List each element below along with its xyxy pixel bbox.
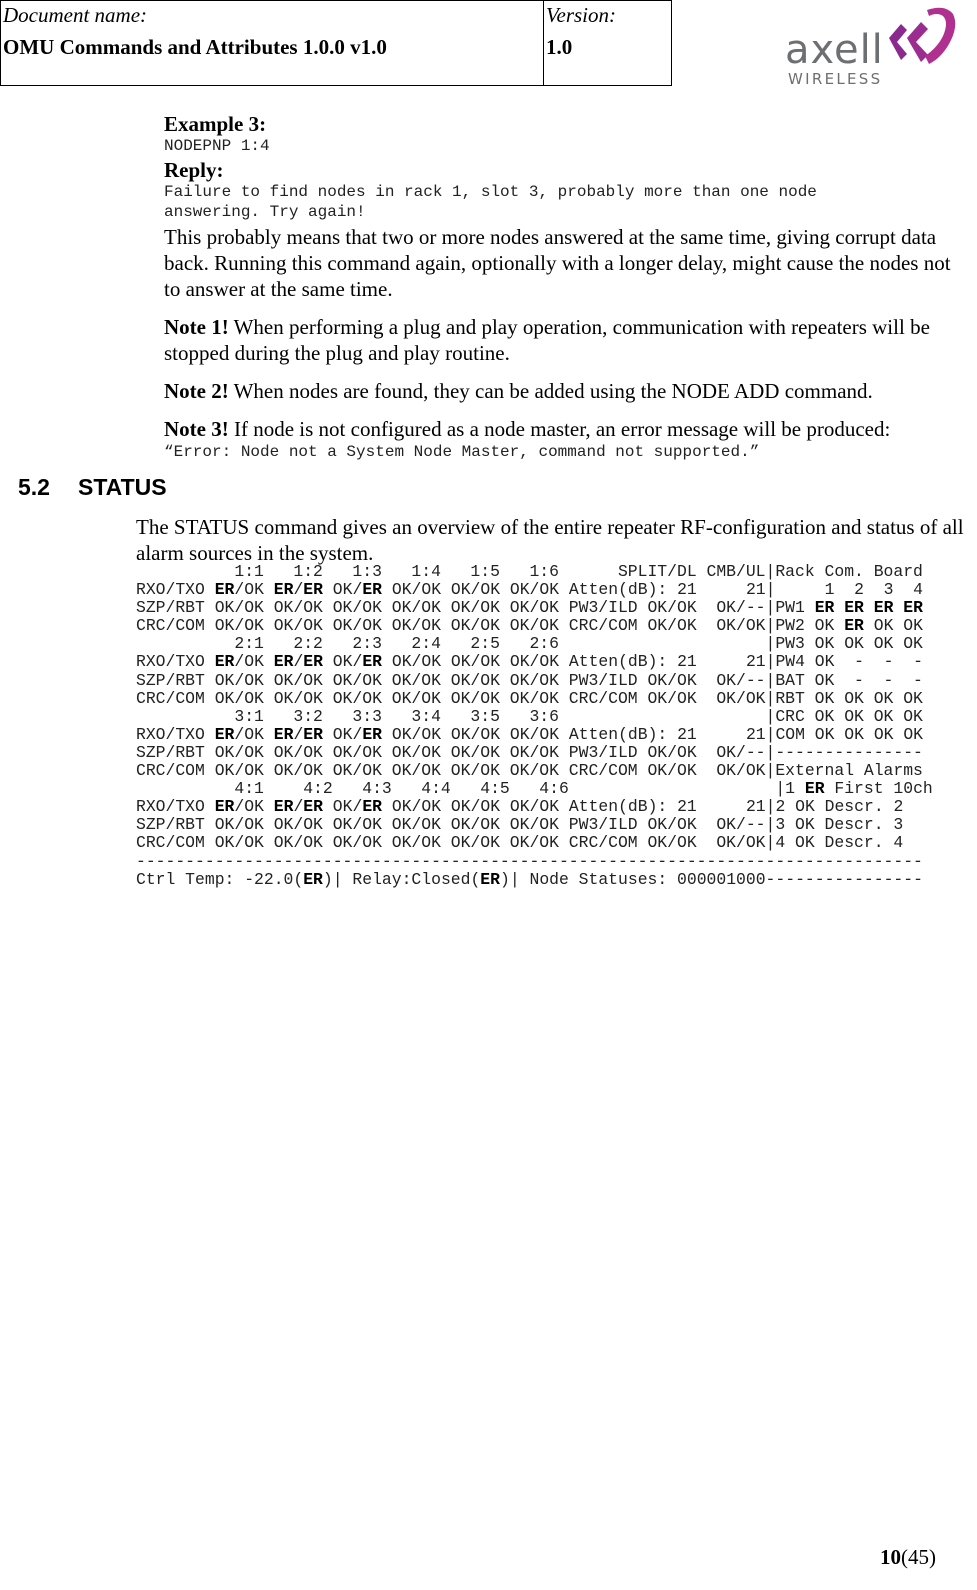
page-number [880, 1546, 936, 1568]
status-output-line: SZP/RBT OK/OK OK/OK OK/OK OK/OK OK/OK OK/OK PW3/ILD OK/OK OK/--|3 OK Descr. 3 [136, 815, 904, 835]
status-output-line: CRC/COM OK/OK OK/OK OK/OK OK/OK OK/OK OK/OK CRC/COM OK/OK OK/OK|4 OK Descr. 4 [136, 833, 904, 853]
note-2 [164, 378, 969, 404]
section-heading [18, 472, 167, 502]
status-output-line: -------------------------------------------------------------------------------- [136, 851, 923, 871]
logo-wordmark: axell [785, 27, 884, 73]
status-output-line: SZP/RBT OK/OK OK/OK OK/OK OK/OK OK/OK OK/OK PW3/ILD OK/OK OK/--|--------------- [136, 742, 923, 762]
reply-line-2: answering. Try again! [164, 203, 366, 221]
note-1-text: When performing a plug and play operation, communication with repeaters will be stopped during the plug and play routine. [164, 315, 930, 365]
status-output-line: 2:1 2:2 2:3 2:4 2:5 2:6 |PW3 OK OK OK OK [136, 634, 923, 654]
status-output-line: SZP/RBT OK/OK OK/OK OK/OK OK/OK OK/OK OK/OK PW3/ILD OK/OK OK/--|PW1 ER ER ER ER [136, 598, 923, 618]
status-error-flag: ER [844, 616, 864, 636]
status-output-line: RXO/TXO ER/OK ER/ER OK/ER OK/OK OK/OK OK/OK Atten(dB): 21 21| 1 2 3 4 [136, 580, 923, 600]
version-cell [544, 1, 671, 85]
version-label: Version: [546, 3, 616, 27]
status-error-flag: ER [273, 652, 294, 672]
status-error-flag: ER [303, 869, 323, 889]
status-output-line: Ctrl Temp: -22.0(ER)| Relay:Closed(ER)| Node Statuses: 000001000---------------- [136, 869, 923, 889]
example-heading: Example 3: [164, 112, 267, 136]
document-name-cell [1, 1, 544, 85]
section-number: 5.2 [18, 474, 50, 500]
status-error-flag: ER [303, 797, 323, 817]
status-error-flag: ER [362, 580, 383, 600]
page-total: (45) [901, 1545, 936, 1569]
example-section [164, 112, 969, 462]
status-error-flag: ER [804, 779, 825, 799]
status-output-line: CRC/COM OK/OK OK/OK OK/OK OK/OK OK/OK OK/OK CRC/COM OK/OK OK/OK|RBT OK OK OK OK [136, 688, 923, 708]
status-error-flag: ER [214, 652, 235, 672]
note-3-text: If node is not configured as a node master, an error message will be produced: [228, 417, 891, 441]
status-error-flag: ER [362, 797, 383, 817]
status-output-line: 4:1 4:2 4:3 4:4 4:5 4:6 |1 ER First 10ch [136, 779, 933, 799]
document-name-label: Document name: [3, 3, 148, 27]
status-error-flag: ER [214, 580, 235, 600]
status-error-flag: ER [273, 724, 294, 744]
company-logo [785, 0, 965, 92]
logo-subtitle: WIRELESS [788, 70, 883, 88]
reply-heading: Reply: [164, 158, 224, 182]
status-error-flag: ER [214, 797, 235, 817]
version-value: 1.0 [546, 35, 573, 59]
status-intro-paragraph: The STATUS command gives an overview of the entire repeater RF-configuration and status of all alarm sources in the system. [136, 515, 964, 565]
status-error-flag: ER [844, 598, 864, 618]
status-error-flag: ER [303, 652, 323, 672]
status-error-flag: ER [303, 724, 323, 744]
status-error-flag: ER [480, 869, 500, 889]
status-output-line: 1:1 1:2 1:3 1:4 1:5 1:6 SPLIT/DL CMB/UL|Rack Com. Board [136, 562, 923, 581]
status-error-flag: ER [362, 724, 383, 744]
status-error-flag: ER [814, 598, 835, 618]
status-error-flag: ER [903, 598, 923, 618]
status-output-line: 3:1 3:2 3:3 3:4 3:5 3:6 |CRC OK OK OK OK [136, 706, 923, 726]
status-output-line: RXO/TXO ER/OK ER/ER OK/ER OK/OK OK/OK OK/OK Atten(dB): 21 21|PW4 OK - - - [136, 652, 923, 672]
page-current: 10 [880, 1545, 901, 1569]
note-1-label: Note 1! [164, 315, 229, 339]
status-error-flag: ER [214, 724, 235, 744]
status-output-line: CRC/COM OK/OK OK/OK OK/OK OK/OK OK/OK OK/OK CRC/COM OK/OK OK/OK|PW2 OK ER OK OK [136, 616, 923, 636]
status-error-flag: ER [303, 580, 323, 600]
status-error-flag: ER [362, 652, 383, 672]
document-header [0, 0, 672, 86]
status-command-output [136, 563, 933, 889]
reply-line-1: Failure to find nodes in rack 1, slot 3, probably more than one node [164, 183, 817, 201]
status-output-line: RXO/TXO ER/OK ER/ER OK/ER OK/OK OK/OK OK/OK Atten(dB): 21 21|COM OK OK OK OK [136, 724, 923, 744]
status-error-flag: ER [273, 580, 294, 600]
status-error-flag: ER [873, 598, 894, 618]
status-output-line: CRC/COM OK/OK OK/OK OK/OK OK/OK OK/OK OK/OK CRC/COM OK/OK OK/OK|External Alarms [136, 761, 923, 781]
note-2-text: When nodes are found, they can be added using the NODE ADD command. [228, 379, 873, 403]
example-command: NODEPNP 1:4 [164, 137, 270, 155]
status-error-flag: ER [273, 797, 294, 817]
section-title: STATUS [78, 474, 167, 500]
note-3 [164, 416, 969, 442]
note-3-label: Note 3! [164, 417, 229, 441]
logo-chevron-icon [885, 0, 961, 72]
status-output-line: SZP/RBT OK/OK OK/OK OK/OK OK/OK OK/OK OK/OK PW3/ILD OK/OK OK/--|BAT OK - - - [136, 670, 923, 690]
explanation-paragraph: This probably means that two or more nodes answered at the same time, giving corrupt data back. Running this command again, optionally with a longer delay, might cause the nodes not to answer at the same time. [164, 225, 951, 301]
error-message: “Error: Node not a System Node Master, command not supported.” [164, 443, 760, 461]
note-2-label: Note 2! [164, 379, 229, 403]
document-name-value: OMU Commands and Attributes 1.0.0 v1.0 [3, 35, 387, 59]
status-output-line: RXO/TXO ER/OK ER/ER OK/ER OK/OK OK/OK OK/OK Atten(dB): 21 21|2 OK Descr. 2 [136, 797, 904, 817]
note-1 [164, 314, 969, 366]
